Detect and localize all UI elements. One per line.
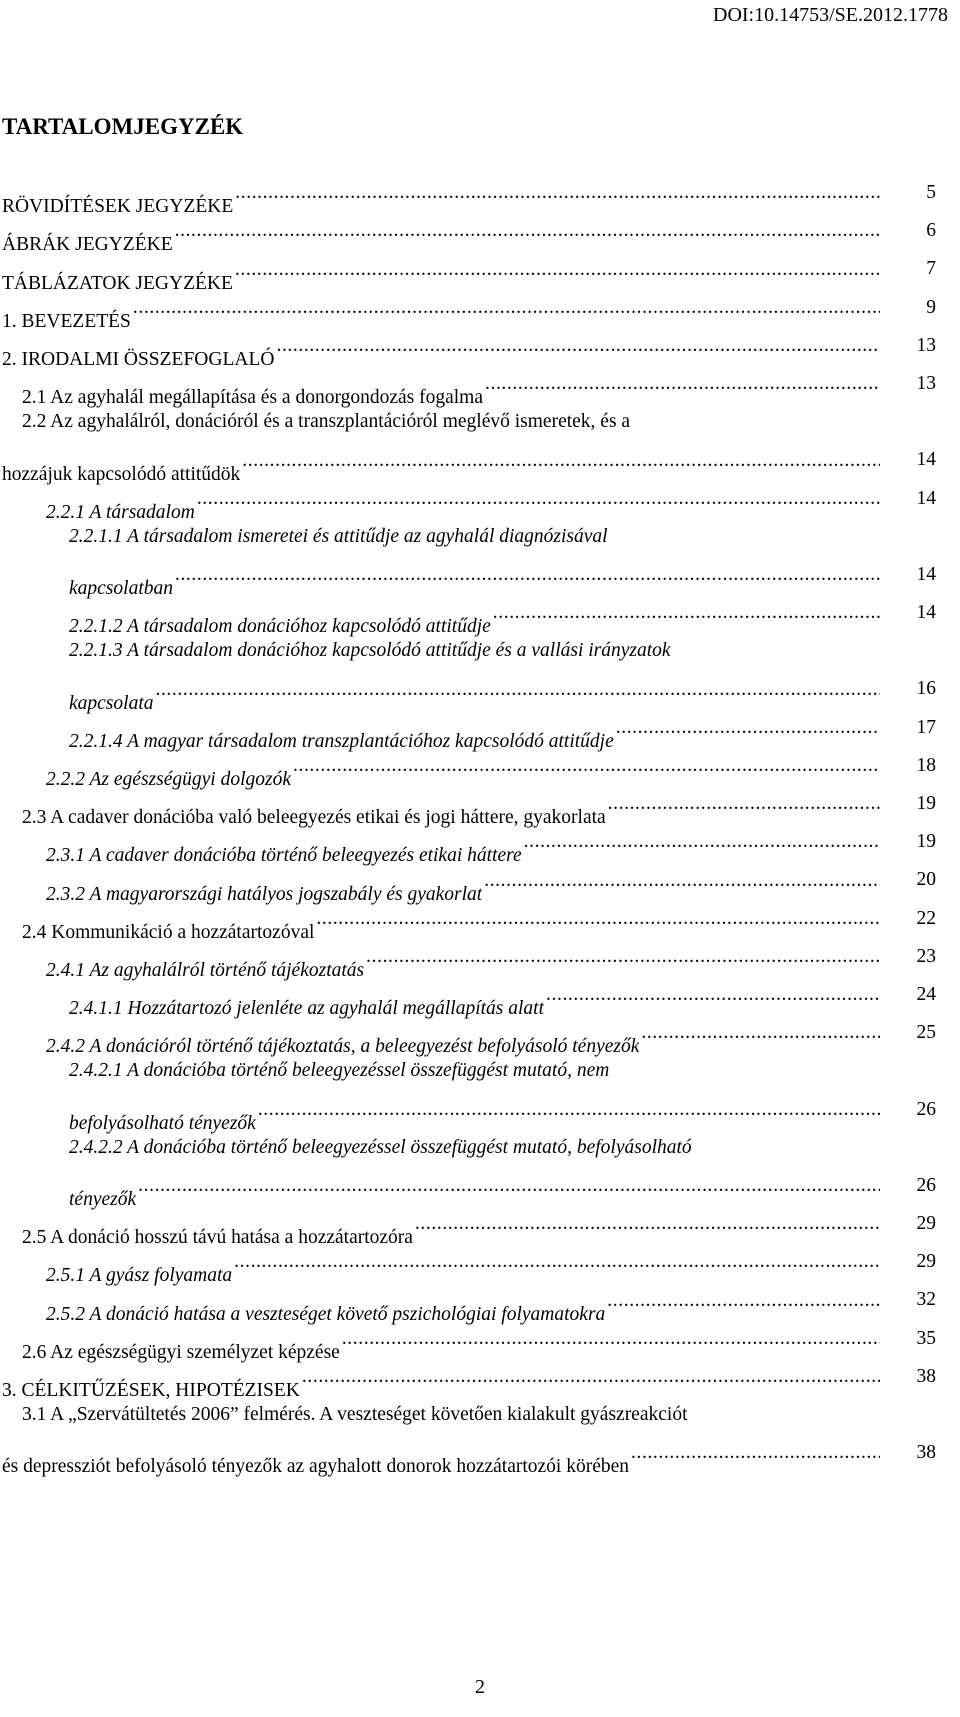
toc-entry-line [0,1434,960,1478]
toc-entry-title: 2.4.2.1 A donációba történő beleegyezéssel összefüggést mutató, nem [69,1060,610,1082]
toc-entry[interactable] [0,823,960,867]
dot-leader [258,1091,880,1129]
dot-leader [175,212,880,250]
toc-entry[interactable] [0,480,960,523]
toc-entry-line [0,747,960,790]
dot-leader [276,327,880,365]
toc-entry-line [0,1052,960,1090]
toc-entry[interactable] [0,1014,960,1058]
toc-page-number: 14 [916,449,936,471]
dot-leader [415,1205,880,1243]
toc-page-number: 14 [916,602,936,624]
toc-entry-title: kapcsolata [69,692,154,714]
toc-title: TARTALOMJEGYZÉK [2,114,244,139]
dot-leader [485,365,880,403]
toc-page-number: 22 [916,907,936,929]
toc-page-number: 13 [916,334,936,356]
toc-entry[interactable] [0,1129,960,1211]
toc-entry[interactable] [0,289,960,332]
toc-page-number: 29 [916,1251,936,1273]
toc-entry-line [0,403,960,441]
toc-entry[interactable] [0,403,960,485]
toc-entry-title: 3.1 A „Szervátültetés 2006” felmérés. A veszteséget követően kialakult gyászreakciót [22,1404,688,1425]
toc-entry-title: 2.5.1 A gyász folyamata [46,1265,233,1287]
toc-entry-line [0,938,960,981]
toc-entry-title: 2.2.2 Az egészségügyi dolgozók [46,769,291,790]
toc-page-number: 16 [916,678,936,700]
toc-entry-line [0,365,960,409]
toc-entry-line [0,1396,960,1434]
toc-entry-line [0,327,960,370]
toc-entry-title: 2.3.2 A magyarországi hatályos jogszabály és gyakorlat [46,883,483,905]
dot-leader [524,823,880,861]
toc-entry-title: 2.2 Az agyhalálról, donációról és a transzplantációról meglévő ismeretek, és a [22,411,631,433]
toc-entry-title: 2.6 Az egészségügyi személyzet képzése [22,1341,340,1363]
toc-entry-title: 1. BEVEZETÉS [2,310,131,332]
toc-entry[interactable] [0,1205,960,1249]
toc-page-number: 32 [916,1289,936,1311]
toc-page-number: 14 [916,563,936,585]
toc-entry[interactable] [0,632,960,714]
toc-entry-line [0,823,960,867]
toc-entry-title: 2.4 Kommunikáció a hozzátartozóval [22,921,315,943]
toc-entry-line [0,250,960,294]
dot-leader [631,1434,880,1472]
toc-page-number: 7 [926,258,936,280]
toc-entry-line [0,785,960,829]
toc-entry[interactable] [0,709,960,752]
toc-page-number: 18 [916,754,936,776]
toc-entry-line [0,709,960,752]
toc-entry-line [0,1129,960,1167]
toc-page-number: 24 [916,983,936,1005]
toc-page-number: 6 [926,220,936,242]
toc-page-number: 14 [916,487,936,509]
dot-leader [242,441,880,479]
toc-entry-line [0,1243,960,1287]
toc-entry-title: TÁBLÁZATOK JEGYZÉKE [2,272,233,294]
dot-leader [175,556,880,594]
toc-entry-line [0,861,960,905]
toc-entry-title: 2.2.1.1 A társadalom ismeretei és attitűdje az agyhalál diagnózisával [69,525,608,547]
dot-leader [138,1167,880,1205]
toc-entry[interactable] [0,1358,960,1401]
toc-entry-title: 3. CÉLKITŰZÉSEK, HIPOTÉZISEK [2,1380,300,1401]
toc-entry[interactable] [0,861,960,905]
toc-entry[interactable] [0,785,960,829]
toc-page-number: 38 [916,1365,936,1387]
dot-leader [197,480,880,518]
toc-entry-line [0,441,960,485]
toc-entry-title: 2.3 A cadaver donációba való beleegyezés etikai és jogi háttere, gyakorlata [22,807,606,829]
toc-entry[interactable] [0,365,960,409]
dot-leader [366,938,880,976]
dot-leader [484,861,880,899]
toc-entry-line [0,556,960,600]
toc-entry-line [0,1014,960,1058]
toc-entry[interactable] [0,1320,960,1363]
dot-leader [234,1243,880,1281]
toc-entry-title: hozzájuk kapcsolódó attitűdök [2,463,241,485]
doi-header: DOI:10.14753/SE.2012.1778 [713,4,948,26]
dot-leader [133,289,880,327]
toc-entry[interactable] [0,1052,960,1134]
toc-entry[interactable] [0,327,960,370]
dot-leader [493,594,880,632]
toc-page-number: 23 [916,945,936,967]
toc-page-number: 17 [916,716,936,738]
toc-entry[interactable] [0,1243,960,1287]
toc-entry[interactable] [0,1281,960,1325]
toc-entry-line [0,1167,960,1211]
toc-entry-title: 2.4.1.1 Hozzátartozó jelenléte az agyhalál megállapítás alatt [69,998,545,1020]
dot-leader [155,670,880,708]
toc-page-number: 26 [916,1174,936,1196]
toc-entry-title: 2.5.2 A donáció hatása a veszteséget követő pszichológiai folyamatokra [46,1303,606,1325]
table-of-contents [0,174,960,1478]
dot-leader [616,709,880,747]
toc-entry-title: 2.5 A donáció hosszú távú hatása a hozzátartozóra [22,1227,413,1249]
toc-entry-title: 2.4.2.2 A donációba történő beleegyezéssel összefüggést mutató, befolyásolható [69,1136,692,1158]
toc-entry-title: és depressziót befolyásoló tényezők az agyhalott donorok hozzátartozói körében [2,1456,630,1478]
toc-page-number: 19 [916,831,936,853]
toc-entry-line [0,1091,960,1134]
toc-entry[interactable] [0,1396,960,1478]
dot-leader [608,785,880,823]
toc-entry[interactable] [0,518,960,600]
toc-entry-line [0,212,960,256]
toc-entry-title: 2. IRODALMI ÖSSZEFOGLALÓ [2,348,275,370]
dot-leader [235,250,880,288]
dot-leader [235,174,880,212]
toc-page-number: 20 [916,869,936,891]
toc-entry-line [0,976,960,1020]
toc-entry-title: 2.4.2 A donációról történő tájékoztatás, a beleegyezést befolyásoló tényezők [46,1036,640,1058]
toc-entry-line [0,670,960,714]
toc-entry-title: RÖVIDÍTÉSEK JEGYZÉKE [2,196,234,218]
toc-page-number: 25 [916,1022,936,1044]
toc-entry[interactable] [0,976,960,1020]
toc-page-number: 38 [916,1442,936,1464]
toc-page-number: 5 [926,182,936,203]
toc-page-number: 29 [916,1213,936,1235]
dot-leader [641,1014,880,1052]
toc-entry[interactable] [0,594,960,638]
toc-entry-line [0,1205,960,1249]
toc-page-number: 19 [916,793,936,814]
toc-entry-line [0,1358,960,1401]
toc-entry-title: tényezők [69,1189,137,1211]
toc-entry-title: befolyásolható tényezők [69,1112,256,1134]
toc-entry-title: ÁBRÁK JEGYZÉKE [2,234,173,256]
toc-entry-line [0,594,960,638]
toc-entry[interactable] [0,212,960,256]
toc-page-number: 13 [916,372,936,394]
toc-entry-title: kapcsolatban [69,578,173,600]
toc-entry-line [0,518,960,556]
dot-leader [293,747,880,785]
dot-leader [316,900,880,938]
toc-entry[interactable] [0,938,960,981]
toc-entry-title: 2.1 Az agyhalál megállapítása és a donorgondozás fogalma [22,387,483,409]
dot-leader [546,976,880,1014]
toc-entry-line [0,632,960,670]
toc-entry-title: 2.4.1 Az agyhalálról történő tájékoztatás [46,959,365,981]
toc-entry[interactable] [0,747,960,790]
toc-entry-line [0,174,960,218]
toc-entry-title: 2.3.1 A cadaver donációba történő beleegyezés etikai háttere [46,845,522,867]
toc-entry[interactable] [0,250,960,294]
toc-entry-line [0,1281,960,1325]
dot-leader [302,1358,880,1396]
toc-entry-title: 2.2.1 A társadalom [46,501,195,523]
toc-entry[interactable] [0,174,960,218]
page-number: 2 [475,1676,485,1698]
toc-entry-line [0,1320,960,1363]
toc-entry[interactable] [0,900,960,943]
dot-leader [607,1281,880,1319]
toc-entry-line [0,480,960,523]
dot-leader [342,1320,880,1358]
toc-entry-line [0,289,960,332]
toc-page-number: 26 [916,1098,936,1120]
toc-page-number: 35 [916,1327,936,1349]
toc-entry-line [0,900,960,943]
toc-entry-title: 2.2.1.4 A magyar társadalom transzplantációhoz kapcsolódó attitűdje [69,730,614,752]
toc-entry-title: 2.2.1.2 A társadalom donációhoz kapcsolódó attitűdje [69,616,491,638]
toc-page-number: 9 [926,296,936,318]
toc-entry-title: 2.2.1.3 A társadalom donációhoz kapcsolódó attitűdje és a vallási irányzatok [69,640,671,662]
